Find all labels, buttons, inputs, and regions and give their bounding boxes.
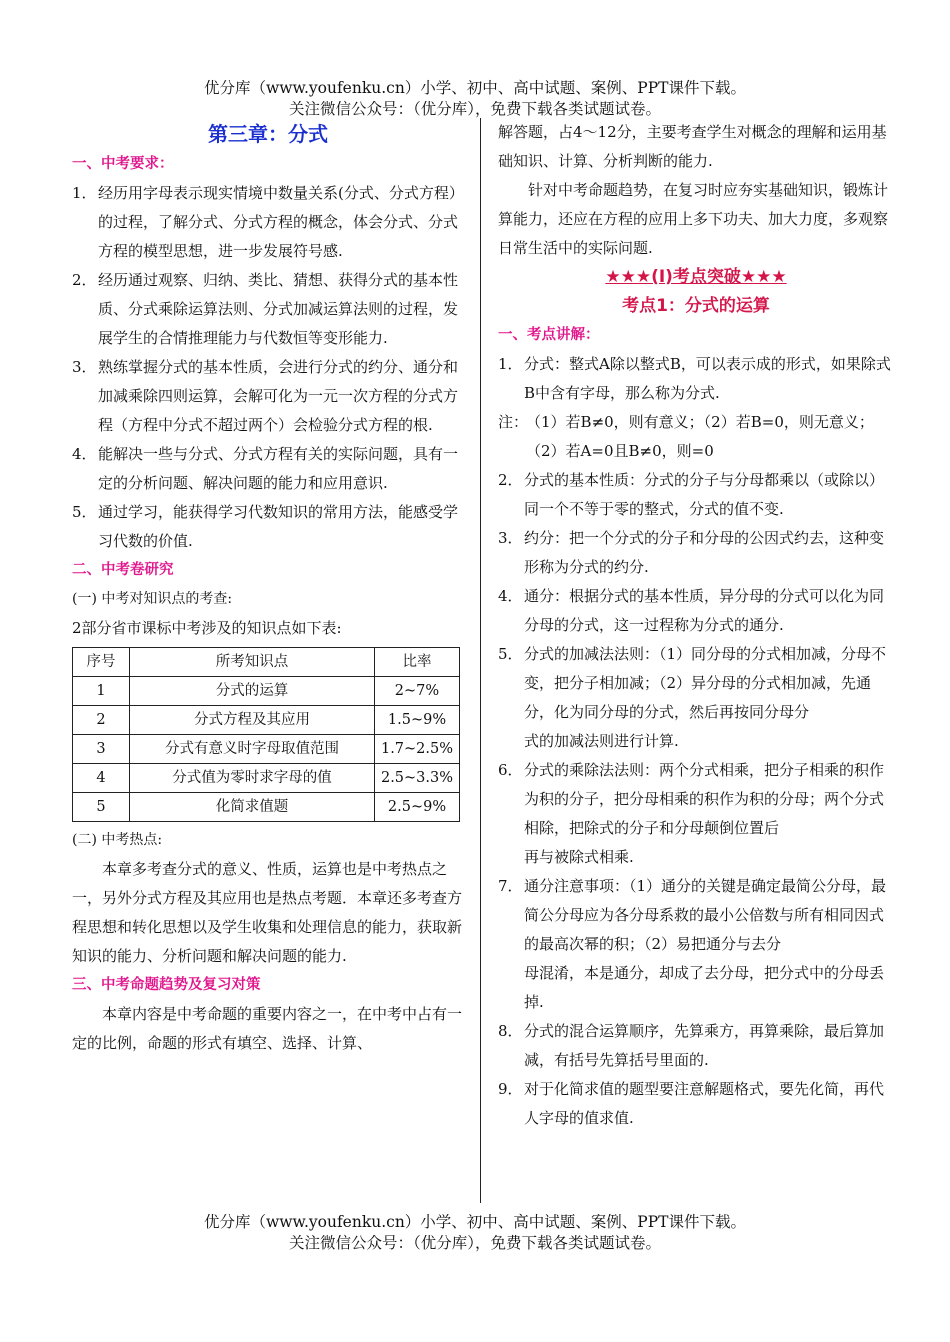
item-text: 分式：整式A除以整式B，可以表示成的形式，如果除式B中含有字母，那么称为分式. xyxy=(524,355,891,402)
list-item xyxy=(498,582,894,640)
table-intro: 2部分省市课标中考涉及的知识点如下表: xyxy=(72,619,342,637)
item-number: 1． xyxy=(498,355,523,373)
item-number: 2． xyxy=(72,271,97,289)
table-header-cell: 所考知识点 xyxy=(130,648,375,677)
table-row xyxy=(73,764,460,793)
header-line-1: 优分库（www.youfenku.cn）小学、初中、高中试题、案例、PPT课件下载。 xyxy=(203,79,747,97)
table-cell: 5 xyxy=(73,793,130,822)
item-text-main: 通分注意事项：（1）通分的关键是确定最简公分母，最简公分母应为各分母系救的最小公倍数与所有相同因式的最高次幂的积；（2）易把通分与去分 xyxy=(524,877,887,953)
item-text xyxy=(524,640,894,756)
item-text-main: 分式的乘除法法则：两个分式相乘，把分子相乘的积作为积的分子，把分母相乘的积作为积的分母；两个分式相除，把除式的分子和分母颠倒位置后 xyxy=(524,761,885,837)
list-item xyxy=(498,640,894,756)
table-cell: 2 xyxy=(73,706,130,735)
item-text: 约分：把一个分式的分子和分母的公因式约去，这种变形称为分式的约分. xyxy=(524,529,885,576)
list-item xyxy=(498,756,894,872)
list-item xyxy=(72,498,464,556)
item-text: 经历通过观察、归纳、类比、猜想、获得分式的基本性质、分式乘除运算法则、分式加减运算法则的过程，发展学生的合情推理能力与代数恒等变形能力. xyxy=(98,271,459,347)
item-text: 通分：根据分式的基本性质，异分母的分式可以化为同分母的分式，这一过程称为分式的通分. xyxy=(524,587,885,634)
item-number: 8． xyxy=(498,1022,523,1040)
list-item xyxy=(72,440,464,498)
table-cell: 分式有意义时字母取值范围 xyxy=(130,735,375,764)
section-trend-title: 三、中考命题趋势及复习对策 xyxy=(72,977,261,993)
note-item xyxy=(498,408,894,466)
section-exam-research-title: 二、中考卷研究 xyxy=(72,562,174,578)
list-item xyxy=(72,179,464,266)
table-cell: 2~7% xyxy=(375,677,460,706)
item-text: 分式的基本性质：分式的分子与分母都乘以（或除以）同一个不等于零的整式，分式的值不变. xyxy=(524,471,885,518)
table-row xyxy=(73,793,460,822)
note-label: 注： xyxy=(498,413,529,431)
list-item xyxy=(498,1017,894,1075)
table-cell: 1.5~9% xyxy=(375,706,460,735)
table-cell: 4 xyxy=(73,764,130,793)
trend-paragraph: 本章内容是中考命题的重要内容之一，在中考中占有一定的比例，命题的形式有填空、选择、计算、 xyxy=(72,1005,463,1052)
table-row xyxy=(73,706,460,735)
item-number: 1． xyxy=(72,184,97,202)
breakthrough-title: ★★★(I)考点突破★★★ xyxy=(605,267,787,287)
table-cell: 2.5~9% xyxy=(375,793,460,822)
table-cell: 化简求值题 xyxy=(130,793,375,822)
table-cell: 分式方程及其应用 xyxy=(130,706,375,735)
subsection-knowledge-title: (一) 中考对知识点的考查: xyxy=(72,591,233,607)
item-text-continued: 再与被除式相乘. xyxy=(524,848,634,866)
kaodian-title: 考点1：分式的运算 xyxy=(622,296,770,316)
chapter-title: 第三章：分式 xyxy=(208,122,328,146)
subsection-hotspot-title: (二) 中考热点: xyxy=(72,832,163,848)
points-list xyxy=(498,350,894,1133)
list-item xyxy=(498,872,894,1017)
page-header xyxy=(0,78,950,120)
item-number: 2． xyxy=(498,471,523,489)
item-text: 经历用字母表示现实情境中数量关系(分式、分式方程）的过程，了解分式、分式方程的概念，体会分式、分式方程的模型思想，进一步发展符号感. xyxy=(98,184,464,260)
table-cell: 1.7~2.5% xyxy=(375,735,460,764)
knowledge-table xyxy=(72,647,460,822)
item-text: 能解决一些与分式、分式方程有关的实际问题，具有一定的分析问题、解决问题的能力和应用意识. xyxy=(98,445,459,492)
table-cell: 2.5~3.3% xyxy=(375,764,460,793)
footer-line-1: 优分库（www.youfenku.cn）小学、初中、高中试题、案例、PPT课件下载。 xyxy=(203,1213,747,1231)
section-requirements-title: 一、中考要求： xyxy=(72,156,174,172)
table-header-cell: 序号 xyxy=(73,648,130,677)
strategy-paragraph: 针对中考命题趋势，在复习时应夯实基础知识，锻炼计算能力，还应在方程的应用上多下功夫、加大力度，多观察日常生活中的实际问题. xyxy=(498,181,889,257)
table-header-row xyxy=(73,648,460,677)
item-text: 熟练掌握分式的基本性质，会进行分式的约分、通分和加减乘除四则运算，会解可化为一元一次方程的分式方程（方程中分式不超过两个）会检验分式方程的根. xyxy=(98,358,459,434)
item-text: 对于化简求值的题型要注意解题格式，要先化简，再代人字母的值求值. xyxy=(524,1080,885,1127)
list-item xyxy=(498,350,894,408)
left-column xyxy=(72,118,464,1058)
item-text xyxy=(524,872,894,1017)
item-text: 分式的混合运算顺序，先算乘方，再算乘除，最后算加减，有括号先算括号里面的. xyxy=(524,1022,885,1069)
trend-continuation: 解答题，占4～12分，主要考查学生对概念的理解和运用基础知识、计算、分析判断的能力. xyxy=(498,123,887,170)
list-item xyxy=(72,266,464,353)
item-number: 5． xyxy=(72,503,97,521)
item-text xyxy=(524,756,894,872)
list-item xyxy=(72,353,464,440)
requirements-list xyxy=(72,179,464,556)
note-text: （1）若B≠0，则有意义；（2）若B=0，则无意义；（2）若A=0且B≠0，则=0 xyxy=(526,413,874,460)
item-text-continued: 式的加减法则进行计算. xyxy=(524,732,679,750)
table-cell: 分式的运算 xyxy=(130,677,375,706)
list-item xyxy=(498,1075,894,1133)
table-row xyxy=(73,677,460,706)
item-text: 通过学习，能获得学习代数知识的常用方法，能感受学习代数的价值. xyxy=(98,503,459,550)
page-footer xyxy=(0,1212,950,1254)
column-divider xyxy=(480,118,481,1203)
item-number: 4． xyxy=(498,587,523,605)
item-number: 3． xyxy=(498,529,523,547)
item-number: 6． xyxy=(498,761,523,779)
hotspot-paragraph: 本章多考查分式的意义、性质，运算也是中考热点之一，另外分式方程及其应用也是热点考题．本章还多考查方程思想和转化思想以及学生收集和处理信息的能力，获取新知识的能力、分析问题和解决问题的能力. xyxy=(72,860,463,965)
table-cell: 分式值为零时求字母的值 xyxy=(130,764,375,793)
item-number: 9． xyxy=(498,1080,523,1098)
right-column xyxy=(498,118,894,1133)
list-item xyxy=(498,524,894,582)
table-header-cell: 比率 xyxy=(375,648,460,677)
table-cell: 1 xyxy=(73,677,130,706)
item-number: 4． xyxy=(72,445,97,463)
item-number: 7． xyxy=(498,877,523,895)
table-cell: 3 xyxy=(73,735,130,764)
item-number: 3． xyxy=(72,358,97,376)
list-item xyxy=(498,466,894,524)
item-text-main: 分式的加减法法则：（1）同分母的分式相加减，分母不变，把分子相加减；（2）异分母的分式相加减，先通分，化为同分母的分式，然后再按同分母分 xyxy=(524,645,887,721)
item-text-continued: 母混淆，本是通分，却成了去分母，把分式中的分母丢掉. xyxy=(524,964,885,1011)
header-line-2: 关注微信公众号：（优分库），免费下载各类试题试卷。 xyxy=(288,100,661,118)
table-row xyxy=(73,735,460,764)
footer-line-2: 关注微信公众号：（优分库），免费下载各类试题试卷。 xyxy=(288,1234,661,1252)
section-explanation-title: 一、考点讲解： xyxy=(498,327,600,343)
item-number: 5． xyxy=(498,645,523,663)
